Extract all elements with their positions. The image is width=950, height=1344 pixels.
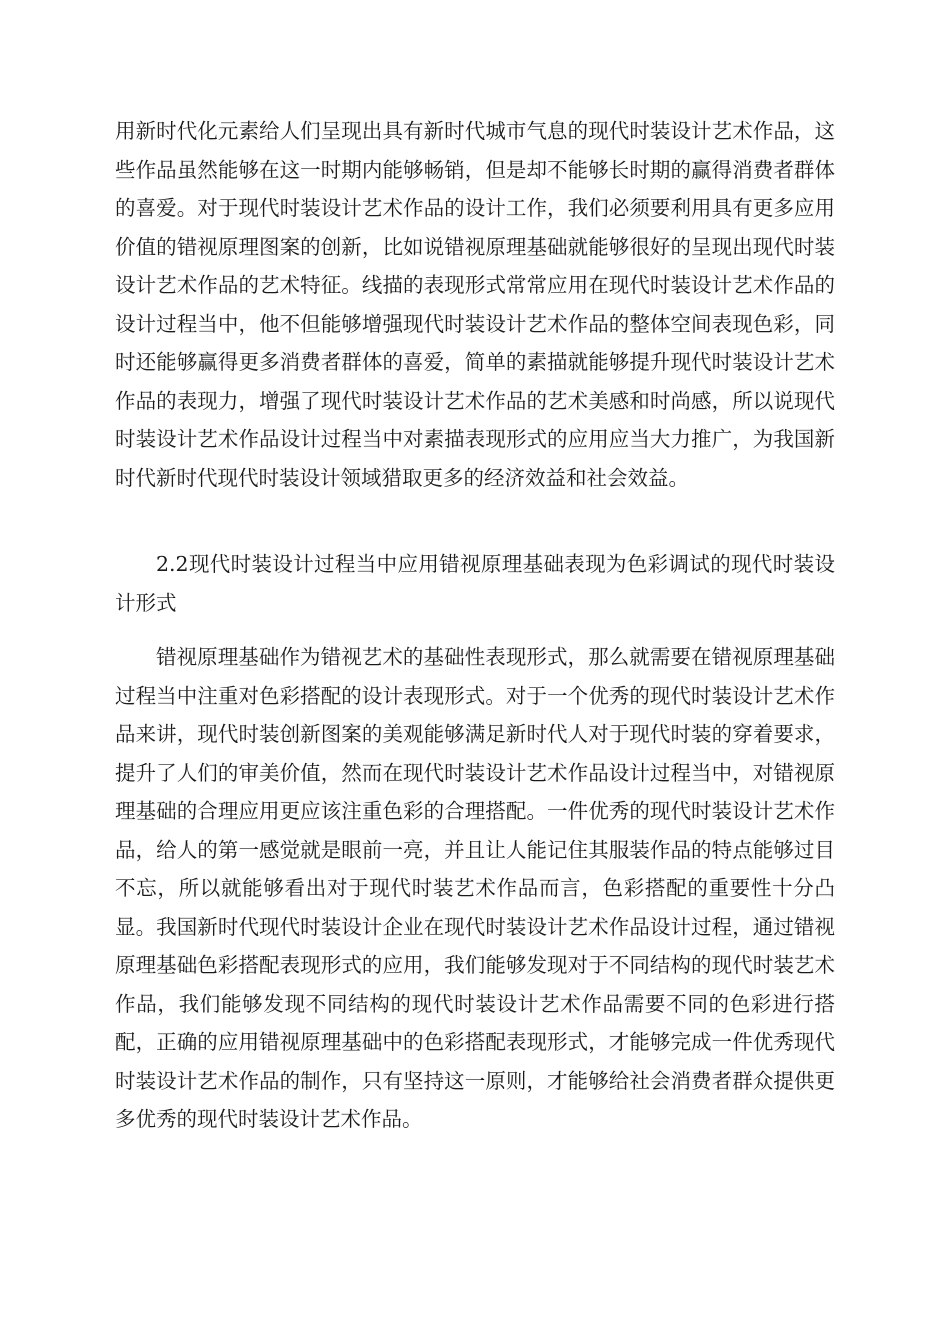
body-paragraph-color-section: 错视原理基础作为错视艺术的基础性表现形式，那么就需要在错视原理基础过程当中注重对色彩搭配的设计表现形式。对于一个优秀的现代时装设计艺术作品来讲，现代时装创新图案的美观能够满足新时代人对于现代时装的穿着要求，提升了人们的审美价值，然而在现代时装设计艺术作品设计过程当中，对错视原理基础的合理应用更应该注重色彩的合理搭配。一件优秀的现代时装设计艺术作品，给人的第一感觉就是眼前一亮，并且让人能记住其服装作品的特点能够过目不忘，所以就能够看出对于现代时装艺术作品而言，色彩搭配的重要性十分凸显。我国新时代现代时装设计企业在现代时装设计艺术作品设计过程，通过错视原理基础色彩搭配表现形式的应用，我们能够发现对于不同结构的现代时装艺术作品，我们能够发现不同结构的现代时装设计艺术作品需要不同的色彩进行搭配，正确的应用错视原理基础中的色彩搭配表现形式，才能够完成一件优秀现代时装设计艺术作品的制作，只有坚持这一原则，才能够给社会消费者群众提供更多优秀的现代时装设计艺术作品。 <box>115 645 835 1131</box>
section-heading-2-2: 2.2现代时装设计过程当中应用错视原理基础表现为色彩调试的现代时装设计形式 <box>115 552 835 615</box>
body-paragraph-intro: 用新时代化元素给人们呈现出具有新时代城市气息的现代时装设计艺术作品，这些作品虽然能够在这一时期内能够畅销，但是却不能够长时期的赢得消费者群体的喜爱。对于现代时装设计艺术作品的设计工作，我们必须要利用具有更多应用价值的错视原理图案的创新，比如说错视原理基础就能够很好的呈现出现代时装设计艺术作品的艺术特征。线描的表现形式常常应用在现代时装设计艺术作品的设计过程当中，他不但能够增强现代时装设计艺术作品的整体空间表现色彩，同时还能够赢得更多消费者群体的喜爱，简单的素描就能够提升现代时装设计艺术作品的表现力，增强了现代时装设计艺术作品的艺术美感和时尚感，所以说现代时装设计艺术作品设计过程当中对素描表现形式的应用应当大力推广，为我国新时代新时代现代时装设计领域猎取更多的经济效益和社会效益。 <box>115 119 835 490</box>
